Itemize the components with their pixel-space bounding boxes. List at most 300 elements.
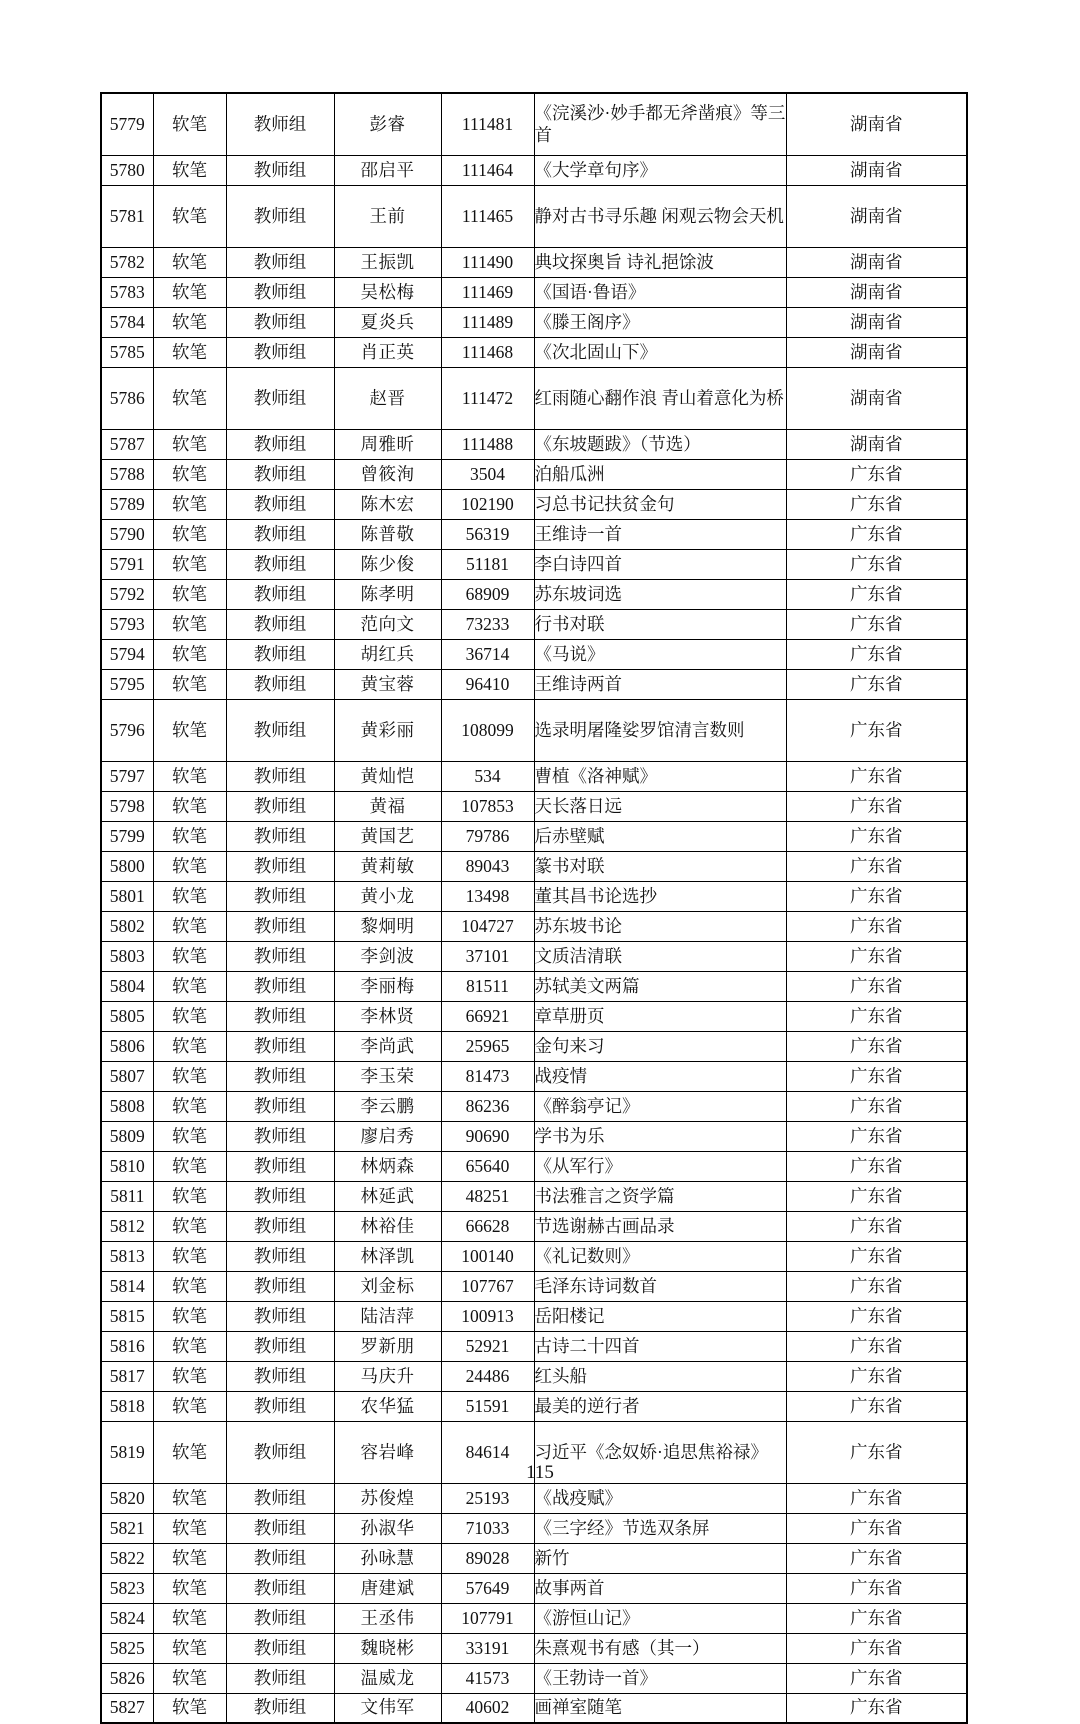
cell-province — [786, 1091, 967, 1121]
cell-category-text: 软笔 — [172, 583, 207, 604]
cell-category-text: 软笔 — [172, 387, 207, 408]
cell-id-text: 5820 — [109, 1487, 145, 1508]
cell-category-text: 软笔 — [172, 765, 207, 786]
cell-name — [334, 761, 441, 791]
cell-province — [786, 1483, 967, 1513]
cell-number-text: 81473 — [465, 1065, 510, 1086]
cell-province — [786, 1121, 967, 1151]
cell-number-text: 111465 — [461, 205, 514, 226]
cell-group — [226, 1361, 334, 1391]
cell-group-text: 教师组 — [253, 1065, 307, 1086]
cell-category — [153, 247, 226, 277]
cell-number-text: 57649 — [465, 1577, 510, 1598]
cell-province-text: 湖南省 — [850, 281, 903, 302]
cell-province — [786, 1001, 967, 1031]
cell-name-text: 范向文 — [360, 613, 415, 634]
cell-province-text: 湖南省 — [850, 311, 903, 332]
cell-category-text: 软笔 — [172, 1335, 207, 1356]
cell-name — [334, 851, 441, 881]
cell-category — [153, 1633, 226, 1663]
cell-name-text: 孙淑华 — [360, 1517, 415, 1538]
cell-number — [441, 337, 534, 367]
cell-category — [153, 609, 226, 639]
cell-group — [226, 429, 334, 459]
cell-id-text: 5819 — [109, 1441, 145, 1462]
table-row — [101, 1483, 967, 1513]
cell-group-text: 教师组 — [253, 1697, 307, 1718]
cell-category-text: 软笔 — [172, 1305, 207, 1326]
cell-group — [226, 367, 334, 429]
table-row — [101, 1061, 967, 1091]
cell-work-text: 红雨随心翻作浪 青山着意化为桥 — [534, 387, 784, 408]
cell-group — [226, 155, 334, 185]
cell-id — [101, 459, 153, 489]
cell-id-text: 5792 — [109, 583, 145, 604]
cell-category — [153, 699, 226, 761]
cell-number-text: 68909 — [465, 583, 510, 604]
cell-work-text: 毛泽东诗词数首 — [534, 1275, 657, 1296]
cell-id — [101, 1151, 153, 1181]
cell-name-text: 林泽凯 — [360, 1245, 415, 1266]
cell-id-text: 5823 — [109, 1577, 145, 1598]
cell-id — [101, 1693, 153, 1723]
cell-province-text: 广东省 — [850, 1155, 903, 1176]
cell-work-text: 故事两首 — [534, 1577, 605, 1598]
cell-work-text: 行书对联 — [534, 613, 605, 634]
cell-category — [153, 337, 226, 367]
cell-work-text: 《大学章句序》 — [534, 159, 657, 180]
cell-work — [534, 277, 786, 307]
cell-name — [334, 699, 441, 761]
table-row — [101, 429, 967, 459]
cell-name — [334, 579, 441, 609]
cell-name — [334, 307, 441, 337]
cell-id — [101, 851, 153, 881]
cell-work-text: 《醉翁亭记》 — [534, 1095, 640, 1116]
cell-province-text: 广东省 — [850, 825, 903, 846]
cell-work — [534, 429, 786, 459]
cell-name — [334, 881, 441, 911]
cell-category-text: 软笔 — [172, 159, 207, 180]
cell-work-text: 董其昌书论选抄 — [534, 885, 657, 906]
cell-category — [153, 1061, 226, 1091]
cell-work — [534, 1181, 786, 1211]
cell-id-text: 5814 — [109, 1275, 145, 1296]
cell-id — [101, 93, 153, 155]
cell-province — [786, 277, 967, 307]
table-row — [101, 821, 967, 851]
cell-province — [786, 1391, 967, 1421]
cell-group-text: 教师组 — [253, 205, 307, 226]
cell-province — [786, 307, 967, 337]
cell-work-text: 学书为乐 — [534, 1125, 605, 1146]
cell-work — [534, 971, 786, 1001]
cell-number-text: 48251 — [465, 1185, 510, 1206]
cell-province — [786, 429, 967, 459]
cell-name — [334, 1331, 441, 1361]
cell-province — [786, 971, 967, 1001]
cell-number — [441, 1693, 534, 1723]
cell-work — [534, 851, 786, 881]
cell-category-text: 软笔 — [172, 523, 207, 544]
cell-province — [786, 1663, 967, 1693]
cell-id-text: 5796 — [109, 719, 145, 740]
table-row — [101, 277, 967, 307]
cell-id — [101, 1603, 153, 1633]
cell-province-text: 广东省 — [850, 1095, 903, 1116]
cell-number-text: 111489 — [461, 311, 514, 332]
cell-number — [441, 1121, 534, 1151]
cell-name-text: 苏俊煌 — [360, 1487, 415, 1508]
cell-category-text: 软笔 — [172, 795, 207, 816]
cell-province-text: 广东省 — [850, 975, 903, 996]
cell-group-text: 教师组 — [253, 1095, 307, 1116]
cell-province-text: 广东省 — [850, 1667, 903, 1688]
cell-number — [441, 1061, 534, 1091]
cell-group-text: 教师组 — [253, 795, 307, 816]
cell-name — [334, 1241, 441, 1271]
cell-name-text: 孙咏慧 — [360, 1547, 415, 1568]
cell-category-text: 软笔 — [172, 113, 207, 134]
cell-province — [786, 489, 967, 519]
cell-number-text: 107791 — [461, 1607, 514, 1628]
cell-work-text: 《游恒山记》 — [534, 1607, 640, 1628]
cell-province-text: 广东省 — [850, 1517, 903, 1538]
cell-category — [153, 639, 226, 669]
cell-province — [786, 1361, 967, 1391]
cell-number-text: 90690 — [465, 1125, 510, 1146]
table-row — [101, 1001, 967, 1031]
cell-category — [153, 851, 226, 881]
table-row — [101, 699, 967, 761]
cell-id — [101, 1361, 153, 1391]
cell-name-text: 马庆升 — [360, 1365, 415, 1386]
cell-id — [101, 337, 153, 367]
cell-category — [153, 1663, 226, 1693]
cell-group — [226, 699, 334, 761]
cell-number — [441, 941, 534, 971]
cell-work-text: 苏东坡书论 — [534, 915, 622, 936]
cell-number — [441, 609, 534, 639]
cell-category-text: 软笔 — [172, 945, 207, 966]
cell-number — [441, 1633, 534, 1663]
cell-id — [101, 1483, 153, 1513]
cell-category-text: 软笔 — [172, 1667, 207, 1688]
cell-id — [101, 1301, 153, 1331]
cell-province — [786, 459, 967, 489]
cell-work — [534, 1573, 786, 1603]
cell-group — [226, 247, 334, 277]
cell-group-text: 教师组 — [253, 1335, 307, 1356]
cell-id-text: 5807 — [109, 1065, 145, 1086]
cell-work — [534, 247, 786, 277]
cell-group-text: 教师组 — [253, 643, 307, 664]
cell-group — [226, 1031, 334, 1061]
cell-id-text: 5824 — [109, 1607, 145, 1628]
cell-group — [226, 579, 334, 609]
cell-id-text: 5799 — [109, 825, 145, 846]
cell-number — [441, 1091, 534, 1121]
cell-group-text: 教师组 — [253, 1275, 307, 1296]
cell-province-text: 广东省 — [850, 885, 903, 906]
cell-category — [153, 489, 226, 519]
cell-group — [226, 639, 334, 669]
cell-province — [786, 1211, 967, 1241]
cell-id — [101, 367, 153, 429]
cell-work-text: 王维诗两首 — [534, 673, 622, 694]
table-row — [101, 1121, 967, 1151]
cell-group-text: 教师组 — [253, 1155, 307, 1176]
cell-group — [226, 1693, 334, 1723]
cell-province — [786, 549, 967, 579]
table-row — [101, 459, 967, 489]
cell-name — [334, 277, 441, 307]
cell-name-text: 夏炎兵 — [360, 311, 415, 332]
cell-work — [534, 821, 786, 851]
cell-work — [534, 1211, 786, 1241]
cell-category-text: 软笔 — [172, 1215, 207, 1236]
cell-province — [786, 1573, 967, 1603]
cell-work-text: 王维诗一首 — [534, 523, 622, 544]
table-row — [101, 1301, 967, 1331]
cell-category — [153, 579, 226, 609]
cell-work — [534, 941, 786, 971]
cell-category — [153, 761, 226, 791]
cell-work — [534, 185, 786, 247]
cell-group-text: 教师组 — [253, 1185, 307, 1206]
cell-name-text: 魏晓彬 — [360, 1637, 415, 1658]
cell-number-text: 41573 — [465, 1667, 510, 1688]
cell-number-text: 100140 — [461, 1245, 514, 1266]
cell-id — [101, 1211, 153, 1241]
cell-group — [226, 911, 334, 941]
cell-id — [101, 579, 153, 609]
cell-id — [101, 185, 153, 247]
cell-group-text: 教师组 — [253, 1441, 307, 1462]
cell-province-text: 广东省 — [850, 583, 903, 604]
cell-work — [534, 1483, 786, 1513]
cell-category — [153, 155, 226, 185]
table-row — [101, 337, 967, 367]
cell-name-text: 赵晋 — [369, 387, 406, 408]
cell-group — [226, 1121, 334, 1151]
cell-number — [441, 367, 534, 429]
cell-number-text: 534 — [474, 765, 501, 786]
cell-work-text: 《王勃诗一首》 — [534, 1667, 657, 1688]
cell-category-text: 软笔 — [172, 205, 207, 226]
cell-number — [441, 185, 534, 247]
cell-work-text: 节选谢赫古画品录 — [534, 1215, 675, 1236]
cell-name — [334, 791, 441, 821]
cell-name-text: 文伟军 — [360, 1697, 415, 1718]
cell-group-text: 教师组 — [253, 915, 307, 936]
cell-group — [226, 1483, 334, 1513]
cell-group-text: 教师组 — [253, 1125, 307, 1146]
cell-number-text: 65640 — [465, 1155, 510, 1176]
cell-number-text: 36714 — [465, 643, 510, 664]
cell-name — [334, 1573, 441, 1603]
table-row — [101, 247, 967, 277]
cell-name — [334, 1663, 441, 1693]
cell-work — [534, 1361, 786, 1391]
cell-work-text: 战疫情 — [534, 1065, 587, 1086]
cell-province — [786, 761, 967, 791]
cell-group-text: 教师组 — [253, 1517, 307, 1538]
cell-name-text: 王前 — [369, 205, 406, 226]
cell-id-text: 5809 — [109, 1125, 145, 1146]
cell-group-text: 教师组 — [253, 583, 307, 604]
cell-group — [226, 881, 334, 911]
cell-category — [153, 1301, 226, 1331]
cell-group — [226, 1091, 334, 1121]
cell-number-text: 100913 — [461, 1305, 514, 1326]
table-row — [101, 1633, 967, 1663]
cell-work — [534, 669, 786, 699]
cell-group — [226, 1061, 334, 1091]
cell-id — [101, 429, 153, 459]
cell-id-text: 5795 — [109, 673, 145, 694]
cell-province — [786, 669, 967, 699]
cell-category-text: 软笔 — [172, 915, 207, 936]
cell-category-text: 软笔 — [172, 613, 207, 634]
cell-work-text: 《三字经》节选双条屏 — [534, 1517, 710, 1538]
cell-province — [786, 337, 967, 367]
table-row — [101, 1211, 967, 1241]
cell-number — [441, 155, 534, 185]
cell-id — [101, 1391, 153, 1421]
cell-id — [101, 549, 153, 579]
cell-id-text: 5793 — [109, 613, 145, 634]
cell-number — [441, 489, 534, 519]
cell-name-text: 李林贤 — [360, 1005, 415, 1026]
cell-group-text: 教师组 — [253, 975, 307, 996]
cell-province-text: 广东省 — [850, 1275, 903, 1296]
cell-name-text: 农华猛 — [360, 1395, 415, 1416]
table-row — [101, 761, 967, 791]
cell-name-text: 李玉荣 — [360, 1065, 415, 1086]
cell-province — [786, 1693, 967, 1723]
cell-number-text: 111488 — [461, 433, 514, 454]
cell-name-text: 王振凯 — [360, 251, 415, 272]
cell-name-text: 温威龙 — [360, 1667, 415, 1688]
cell-work — [534, 761, 786, 791]
cell-province-text: 广东省 — [850, 1215, 903, 1236]
table-row — [101, 1573, 967, 1603]
table-row — [101, 1031, 967, 1061]
cell-id — [101, 761, 153, 791]
cell-province-text: 广东省 — [850, 1637, 903, 1658]
cell-id — [101, 1061, 153, 1091]
cell-province — [786, 247, 967, 277]
cell-id — [101, 881, 153, 911]
cell-name — [334, 669, 441, 699]
cell-id — [101, 699, 153, 761]
cell-number-text: 33191 — [465, 1637, 510, 1658]
cell-name-text: 陈普敬 — [360, 523, 415, 544]
cell-province — [786, 1603, 967, 1633]
cell-category-text: 软笔 — [172, 1365, 207, 1386]
cell-work-text: 古诗二十四首 — [534, 1335, 640, 1356]
cell-category-text: 软笔 — [172, 643, 207, 664]
cell-name-text: 黄国艺 — [360, 825, 415, 846]
cell-category — [153, 1241, 226, 1271]
cell-id-text: 5786 — [109, 387, 145, 408]
cell-id-text: 5788 — [109, 463, 145, 484]
cell-province — [786, 1331, 967, 1361]
cell-id — [101, 669, 153, 699]
cell-work-text: 《次北固山下》 — [534, 341, 657, 362]
cell-number-text: 25193 — [465, 1487, 510, 1508]
cell-number — [441, 1151, 534, 1181]
cell-group — [226, 185, 334, 247]
cell-province-text: 广东省 — [850, 643, 903, 664]
cell-category-text: 软笔 — [172, 1487, 207, 1508]
cell-id-text: 5825 — [109, 1637, 145, 1658]
cell-id — [101, 1271, 153, 1301]
cell-category-text: 软笔 — [172, 493, 207, 514]
cell-group-text: 教师组 — [253, 613, 307, 634]
cell-category — [153, 881, 226, 911]
cell-name-text: 林裕佳 — [360, 1215, 415, 1236]
cell-category-text: 软笔 — [172, 1607, 207, 1628]
cell-number-text: 111464 — [461, 159, 514, 180]
cell-group-text: 教师组 — [253, 553, 307, 574]
cell-category-text: 软笔 — [172, 1185, 207, 1206]
cell-number — [441, 1301, 534, 1331]
cell-province-text: 广东省 — [850, 463, 903, 484]
cell-name — [334, 941, 441, 971]
cell-name-text: 李丽梅 — [360, 975, 415, 996]
cell-province-text: 广东省 — [850, 523, 903, 544]
table-row — [101, 1181, 967, 1211]
cell-number-text: 73233 — [465, 613, 510, 634]
cell-number-text: 107767 — [461, 1275, 514, 1296]
cell-group-text: 教师组 — [253, 1005, 307, 1026]
cell-category — [153, 429, 226, 459]
cell-number-text: 111469 — [461, 281, 514, 302]
cell-province — [786, 851, 967, 881]
cell-number — [441, 247, 534, 277]
cell-category-text: 软笔 — [172, 1547, 207, 1568]
cell-number — [441, 579, 534, 609]
cell-category-text: 软笔 — [172, 825, 207, 846]
cell-category-text: 软笔 — [172, 1517, 207, 1538]
cell-category-text: 软笔 — [172, 1035, 207, 1056]
cell-group-text: 教师组 — [253, 433, 307, 454]
cell-work — [534, 791, 786, 821]
cell-group-text: 教师组 — [253, 1607, 307, 1628]
cell-group — [226, 1271, 334, 1301]
cell-work — [534, 609, 786, 639]
cell-province-text: 广东省 — [850, 1487, 903, 1508]
cell-work — [534, 367, 786, 429]
cell-number-text: 108099 — [461, 719, 514, 740]
cell-number-text: 96410 — [465, 673, 510, 694]
cell-number-text: 84614 — [465, 1441, 510, 1462]
cell-category — [153, 911, 226, 941]
table-row — [101, 1603, 967, 1633]
cell-number — [441, 911, 534, 941]
cell-group-text: 教师组 — [253, 493, 307, 514]
cell-work — [534, 307, 786, 337]
cell-name-text: 廖启秀 — [360, 1125, 415, 1146]
cell-category — [153, 1693, 226, 1723]
cell-number — [441, 519, 534, 549]
cell-number-text: 102190 — [461, 493, 514, 514]
cell-category-text: 软笔 — [172, 1155, 207, 1176]
cell-id — [101, 1121, 153, 1151]
cell-group-text: 教师组 — [253, 945, 307, 966]
